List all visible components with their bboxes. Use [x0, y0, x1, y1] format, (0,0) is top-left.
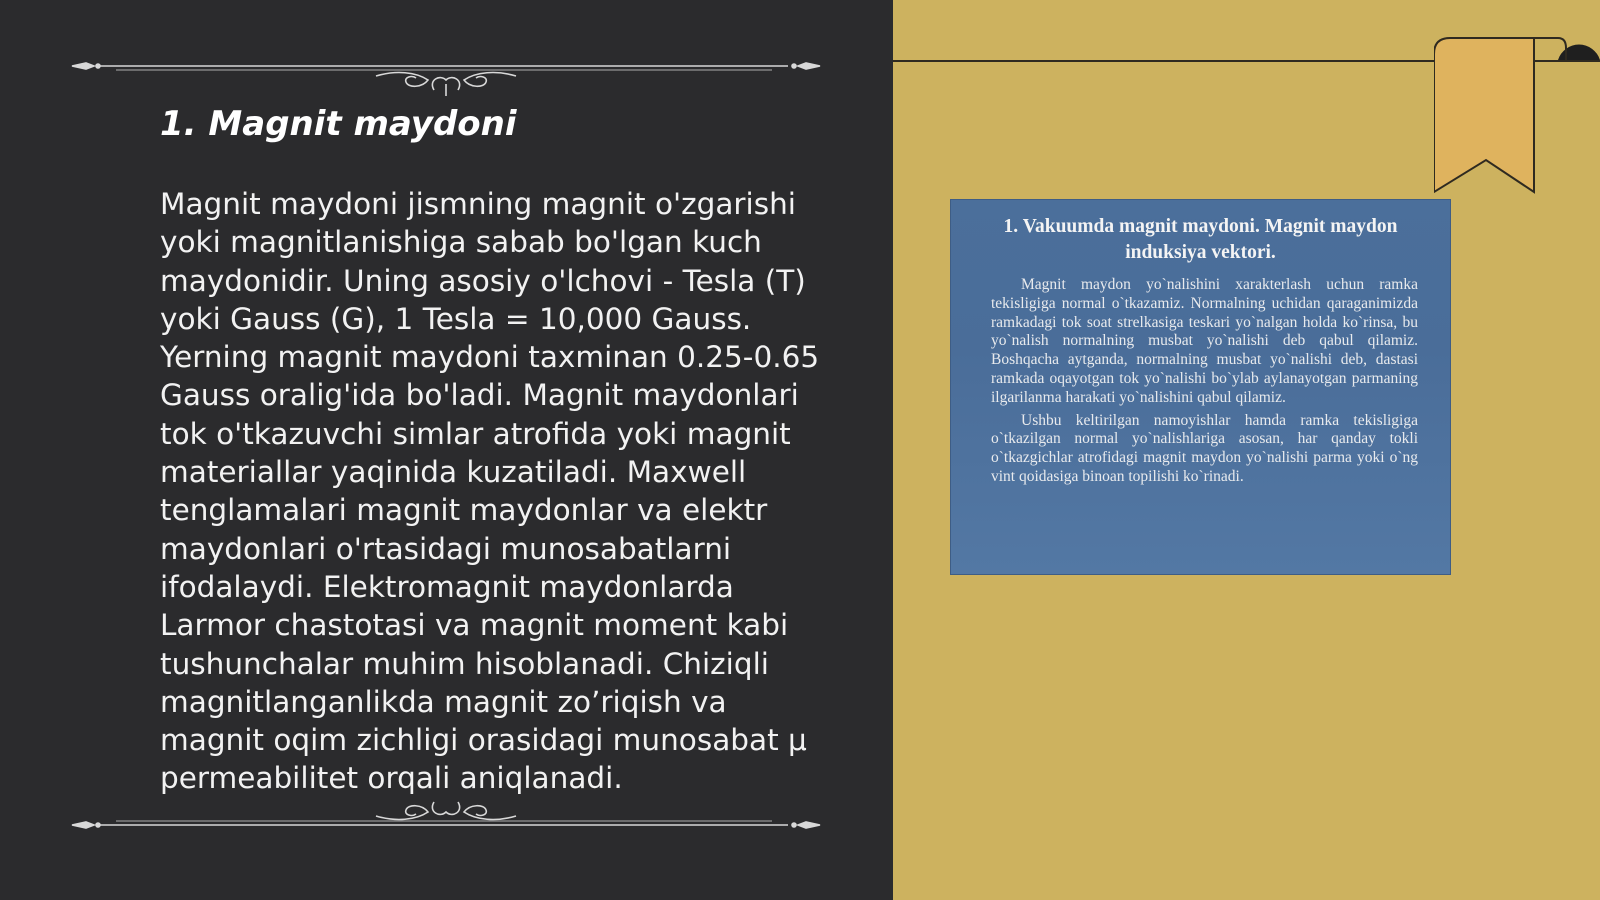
- image-card-title: 1. Vakuumda magnit maydoni. Magnit maydon induksiya vektori.: [1003, 216, 1398, 263]
- image-card-paragraph-2: Ushbu keltirilgan namoyishlar hamda ramka tekisligiga o`tkazilgan normal yo`nalishlariga asosan, har qanday tokli o`tkazgichlar atrofidagi magnit maydon yo`nalishi parma yoki o`ng vint qoidasiga binoan topilishi ko`rinadi.: [991, 411, 1418, 485]
- scanned-textbook-image: [951, 200, 1450, 574]
- bookmark-ribbon-icon: [1434, 34, 1600, 202]
- ornamental-divider-bottom: [66, 770, 826, 830]
- slide-body-text: Magnit maydoni jismning magnit o'zgarishi yoki magnitlanishiga sabab bo'lgan kuch maydonidir. Uning asosiy o'lchovi - Tesla (T) yoki Gauss (G), 1 Tesla = 10,000 Gauss. Yerning magnit maydoni taxminan 0.25-0.65 Gauss oralig'ida bo'ladi. Magnit maydonlari tok o'tkazuvchi simlar atrofida yoki magnit materiallar yaqinida kuzatiladi. Maxwell tenglamalari magnit maydonlar va elektr maydonlari o'rtasidagi munosabatlarni ifodalaydi. Elektromagnit maydonlarda Larmor chastotasi va magnit moment kabi tushunchalar muhim hisoblanadi. Chiziqli magnitlanganlikda magnit zo’riqish va magnit oqim zichligi orasidagi munosabat μ permeabilitet orqali aniqlanadi.: [160, 187, 820, 796]
- image-card-paragraph-1: Magnit maydon yo`nalishini xarakterlash uchun ramka tekisligiga normal o`tkazamiz. Normalning uchidan qaraganimizda ramkadagi tok soat strelkasiga teskari yo`nalgan holda ko`rinsa, bu yo`nalish normalning musbat yo`nalishi deb qabul qilamiz. Boshqacha aytganda, normalning musbat yo`nalishi deb, dastasi ramkada oqayotgan tok yo`nalishi bo`ylab aylanayotgan parmaning ilgarilanma harakati yo`nalishini qabul qilamiz.: [991, 276, 1418, 406]
- ornamental-divider-top: [66, 36, 826, 96]
- slide-title: 1. Magnit maydoni: [160, 104, 517, 144]
